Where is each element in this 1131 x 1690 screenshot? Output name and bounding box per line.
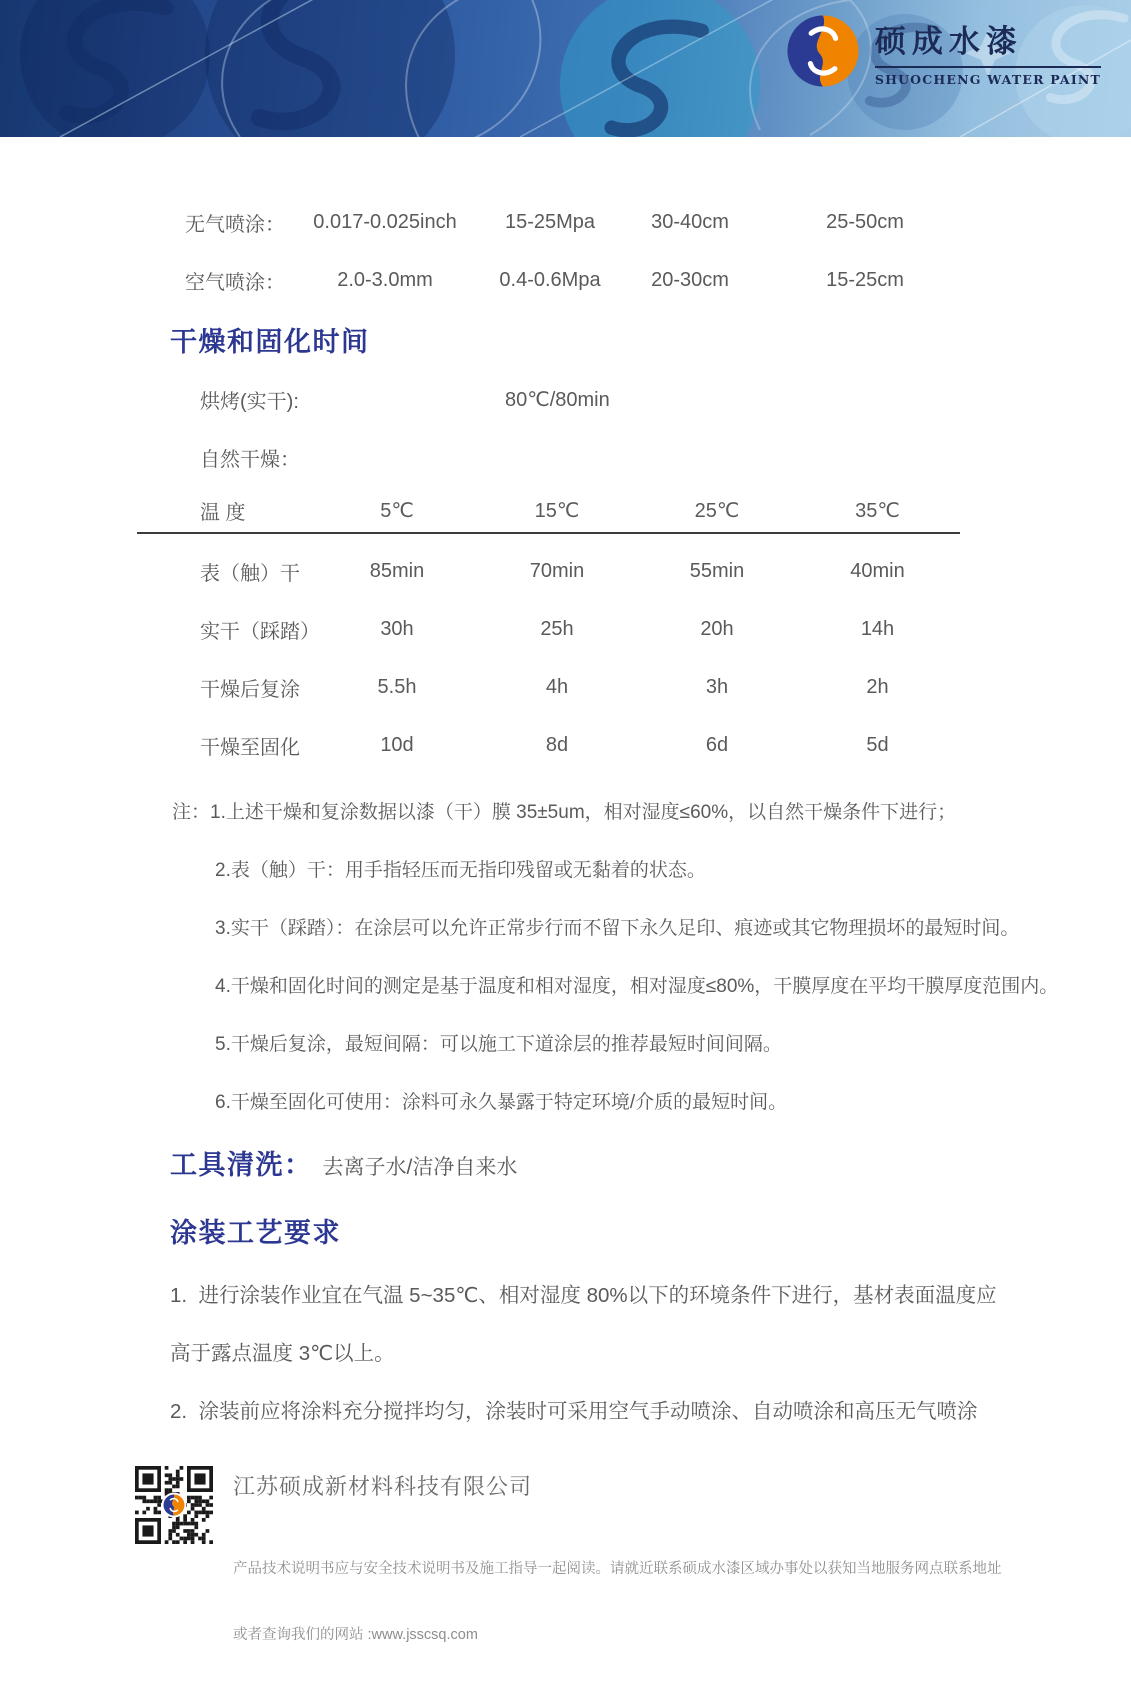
cell-distance: 20-30cm	[651, 268, 729, 291]
process-line-1: 1. 进行涂装作业宜在气温 5~35℃、相对湿度 80%以下的环境条件下进行，基材表面温度应	[170, 1284, 997, 1307]
cell-value: 4h	[545, 675, 569, 698]
cell-distance: 30-40cm	[651, 210, 729, 233]
qr-code	[135, 1466, 213, 1544]
cell-pressure: 15-25Mpa	[504, 210, 596, 233]
row-label: 实干（踩踏）	[200, 620, 320, 643]
brand-logo-icon	[786, 14, 860, 88]
section-title-process: 涂装工艺要求	[170, 1218, 341, 1248]
table-header-row	[137, 488, 960, 534]
brand-logo	[786, 14, 1101, 88]
row-label: 表（触）干	[200, 562, 300, 585]
natural-dry-label: 自然干燥：	[200, 448, 300, 471]
datasheet-body	[0, 193, 1131, 1438]
table-row-hard-dry	[137, 600, 960, 658]
header-col-25c: 25℃	[694, 499, 740, 522]
cell-tip-size: 0.017-0.025inch	[313, 210, 457, 233]
row-label: 干燥后复涂	[200, 678, 300, 701]
header-temperature: 温 度	[200, 501, 246, 524]
table-row-touch-dry	[137, 542, 960, 600]
cell-value: 2h	[866, 675, 889, 698]
table-row-recoat	[137, 658, 960, 716]
section-title-drying: 干燥和固化时间	[170, 327, 370, 357]
footer-fine-print	[233, 1514, 1002, 1690]
header-col-35c: 35℃	[855, 499, 900, 522]
table-row-full-cure	[137, 716, 960, 774]
table-row-air-spray	[185, 251, 1131, 309]
note-item-2: 2.表（触）干：用手指轻压而无指印残留或无黏着的状态。	[215, 859, 706, 881]
table-body	[137, 542, 960, 774]
cell-tip-size: 2.0-3.0mm	[337, 268, 433, 291]
spray-parameters-table	[185, 193, 1131, 309]
bake-dry-row	[200, 370, 1131, 428]
cell-value: 40min	[850, 559, 905, 582]
cell-value: 10d	[380, 733, 414, 756]
cell-value: 6d	[705, 733, 729, 756]
footer-note-line-1: 产品技术说明书应与安全技术说明书及施工指导一起阅读。请就近联系硕成水漆区域办事处以获知当地服务网点联系地址	[233, 1561, 1002, 1577]
bake-dry-label: 烘烤(实干):	[200, 390, 299, 413]
footer	[135, 1466, 1131, 1690]
drying-time-table	[137, 488, 960, 774]
cell-value: 8d	[545, 733, 569, 756]
process-line-1-cont: 高于露点温度 3℃以上。	[170, 1342, 395, 1365]
note-item-1: 注：1.上述干燥和复涂数据以漆（干）膜 35±5um，相对湿度≤60%，以自然干燥条件下进行；	[172, 801, 957, 823]
notes-list	[172, 781, 1131, 1129]
cell-value: 25h	[540, 617, 574, 640]
header-banner	[0, 0, 1131, 137]
tool-cleaning-value: 去离子水/洁净自来水	[322, 1156, 518, 1179]
process-line-2: 2. 涂装前应将涂料充分搅拌均匀，涂装时可采用空气手动喷涂、自动喷涂和高压无气喷涂	[170, 1400, 978, 1423]
cell-value: 5.5h	[377, 675, 417, 698]
cell-value: 55min	[689, 559, 745, 582]
note-item-4: 4.干燥和固化时间的测定是基于温度和相对湿度，相对湿度≤80%，干膜厚度在平均干膜厚度范围内。	[215, 975, 1059, 997]
cell-value: 30h	[380, 617, 414, 640]
brand-logo-text	[875, 16, 1101, 87]
cell-value: 85min	[369, 559, 425, 582]
cell-pressure: 0.4-0.6Mpa	[499, 268, 601, 291]
header-col-15c: 15℃	[534, 499, 580, 522]
cell-value: 70min	[529, 559, 585, 582]
section-title-tool-cleaning: 工具清洗：	[170, 1150, 313, 1180]
bake-dry-value: 80℃/80min	[505, 388, 610, 411]
brand-name-en: SHUOCHENG WATER PAINT	[874, 71, 1101, 87]
cell-value: 3h	[705, 675, 729, 698]
cell-value: 14h	[860, 617, 895, 640]
note-item-3: 3.实干（踩踏）：在涂层可以允许正常步行而不留下永久足印、痕迹或其它物理损坏的最短时间。	[215, 917, 1020, 939]
row-label: 无气喷涂：	[185, 213, 285, 236]
company-name: 江苏硕成新材料科技有限公司	[233, 1474, 533, 1499]
table-row-airless-spray	[185, 193, 1131, 251]
cell-range: 15-25cm	[826, 268, 904, 291]
row-label: 空气喷涂：	[185, 271, 285, 294]
note-item-6: 6.干燥至固化可使用：涂料可永久暴露于特定环境/介质的最短时间。	[215, 1091, 788, 1113]
cell-range: 25-50cm	[826, 210, 904, 233]
note-item-5: 5.干燥后复涂，最短间隔：可以施工下道涂层的推荐最短时间间隔。	[215, 1033, 782, 1055]
footer-note-line-2: 或者查询我们的网站 :www.jsscsq.com	[233, 1627, 478, 1643]
row-label: 干燥至固化	[200, 736, 300, 759]
cell-value: 20h	[700, 617, 734, 640]
brand-name-cn: 硕成水漆	[875, 16, 1101, 68]
tool-cleaning-row	[170, 1143, 1131, 1187]
process-requirements	[170, 1264, 1131, 1438]
cell-value: 5d	[866, 733, 889, 756]
header-col-5c: 5℃	[380, 499, 414, 522]
footer-text	[233, 1466, 1002, 1690]
